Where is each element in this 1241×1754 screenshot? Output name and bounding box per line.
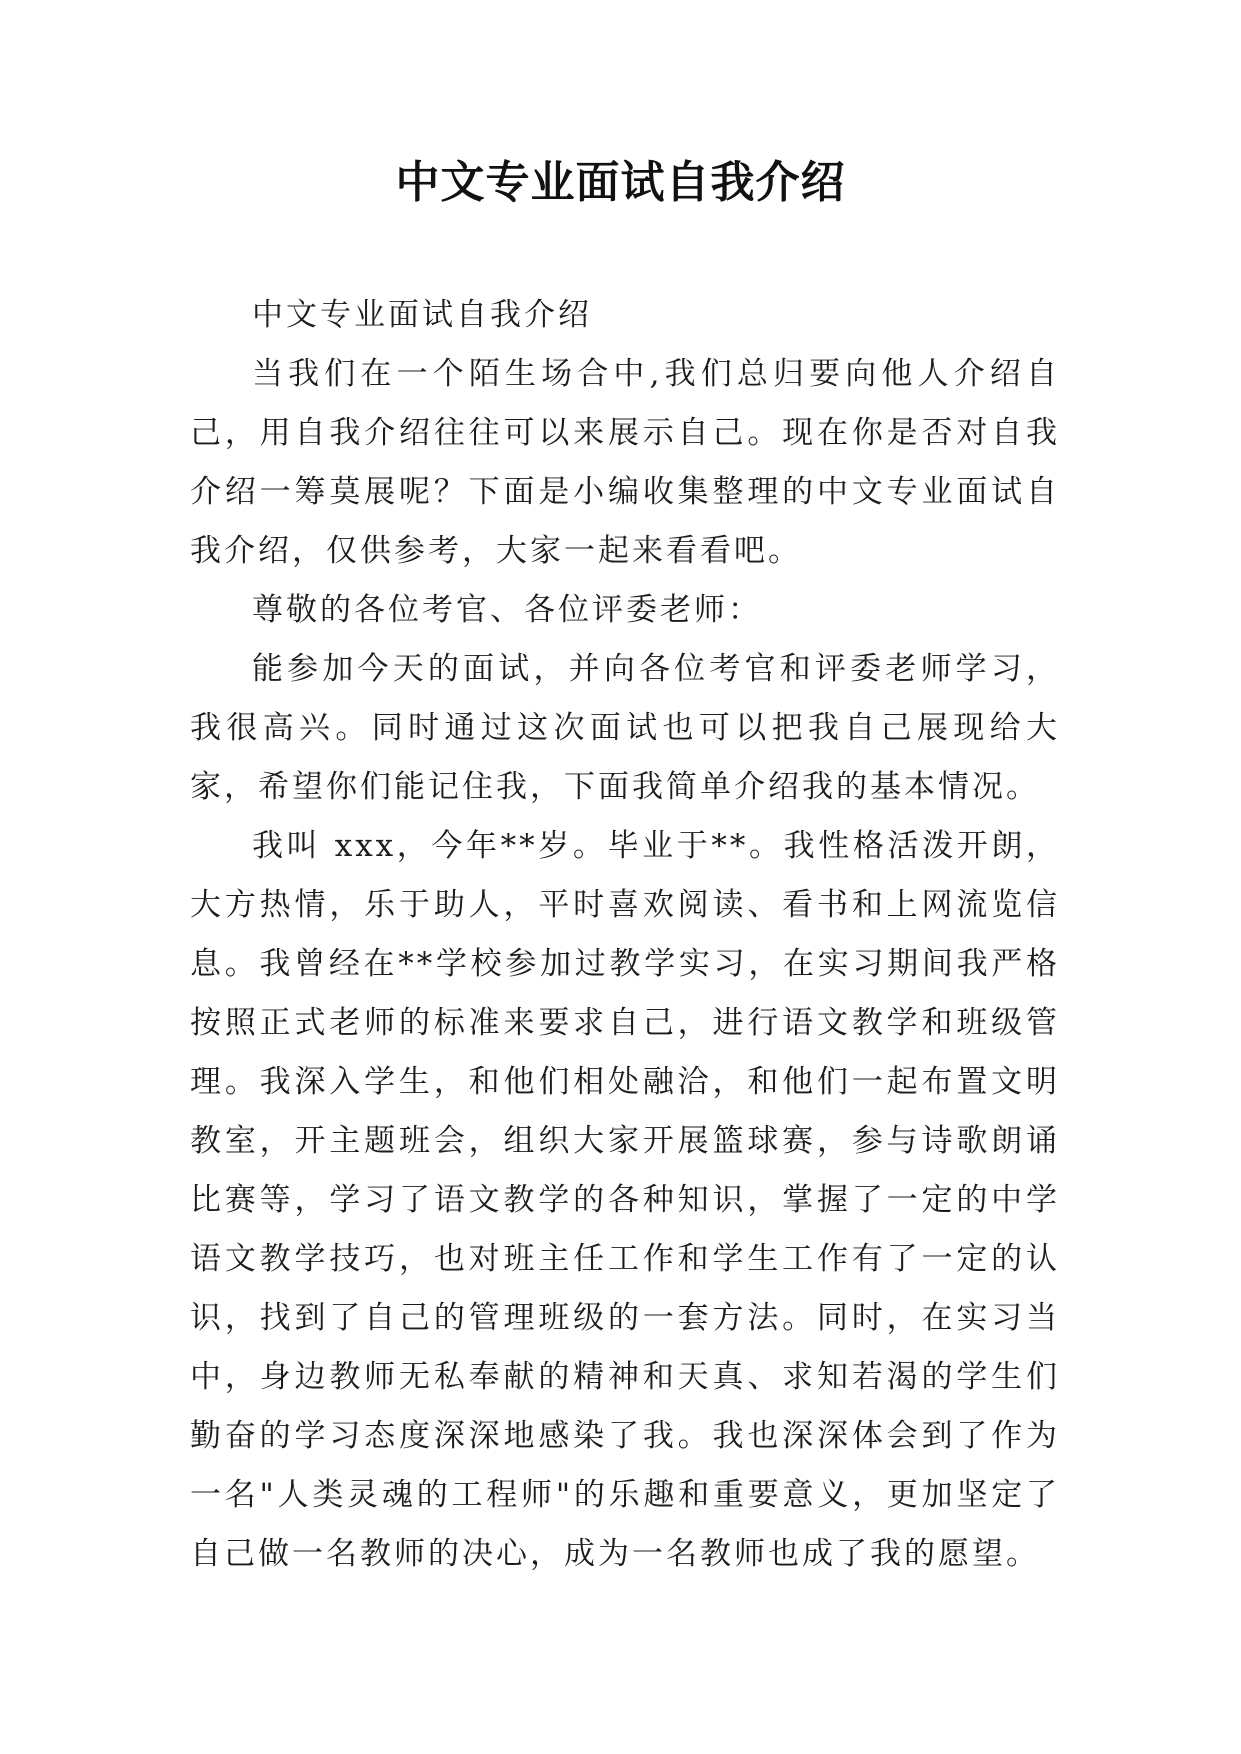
document-title: 中文专业面试自我介绍 xyxy=(395,157,846,208)
paragraph-salutation: 尊敬的各位考官、各位评委老师： xyxy=(252,592,762,628)
document-body xyxy=(190,286,1060,1584)
paragraph-opening: 能参加今天的面试，并向各位考官和评委老师学习，我很高兴。同时通过这次面试也可以把我自己展现给大家，希望你们能记住我，下面我简单介绍我的基本情况。 xyxy=(190,651,1060,805)
paragraph-heading: 中文专业面试自我介绍 xyxy=(252,297,592,333)
paragraph-intro: 当我们在一个陌生场合中,我们总归要向他人介绍自己，用自我介绍往往可以来展示自己。现在你是否对自我介绍一筹莫展呢？下面是小编收集整理的中文专业面试自我介绍，仅供参考，大家一起来看看吧。 xyxy=(190,356,1060,569)
paragraph-self-description: 我叫 xxx，今年**岁。毕业于**。我性格活泼开朗，大方热情，乐于助人，平时喜欢阅读、看书和上网流览信息。我曾经在**学校参加过教学实习，在实习期间我严格按照正式老师的标准来要求自己，进行语文教学和班级管理。我深入学生，和他们相处融洽，和他们一起布置文明教室，开主题班会，组织大家开展篮球赛，参与诗歌朗诵比赛等，学习了语文教学的各种知识，掌握了一定的中学语文教学技巧，也对班主任工作和学生工作有了一定的认识，找到了自己的管理班级的一套方法。同时，在实习当中，身边教师无私奉献的精神和天真、求知若渴的学生们勤奋的学习态度深深地感染了我。我也深深体会到了作为一名"人类灵魂的工程师"的乐趣和重要意义，更加坚定了自己做一名教师的决心，成为一名教师也成了我的愿望。 xyxy=(190,828,1060,1572)
